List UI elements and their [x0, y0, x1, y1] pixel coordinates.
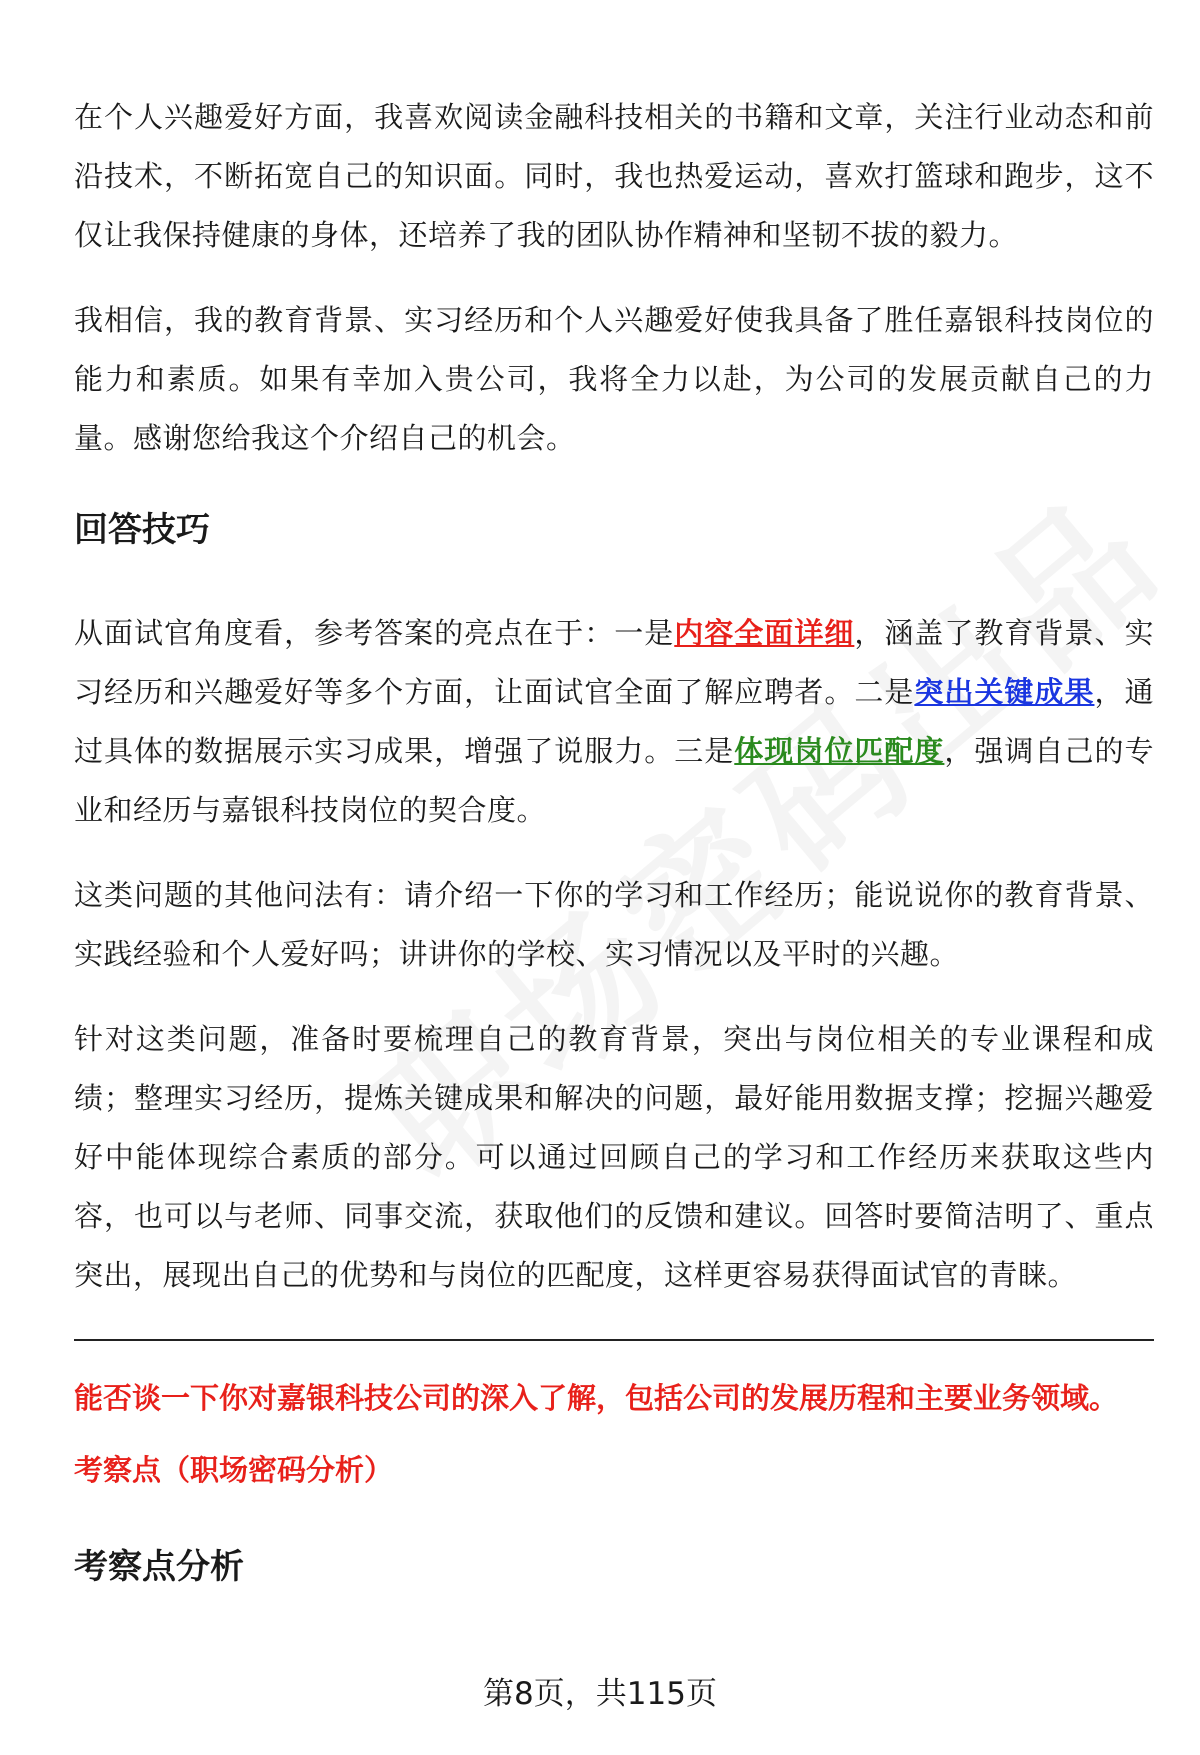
tips-text: 从面试官角度看，参考答案的亮点在于：一是: [74, 616, 675, 650]
page-content: [74, 88, 1154, 1597]
page-number: 第8页，共115页: [483, 1676, 717, 1712]
paragraph-preparation: 针对这类问题，准备时要梳理自己的教育背景，突出与岗位相关的专业课程和成绩；整理实习经历，提炼关键成果和解决的问题，最好能用数据支撑；挖掘兴趣爱好中能体现综合素质的部分。可以通过回顾自己的学习和工作经历来获取这些内容，也可以与老师、同事交流，获取他们的反馈和建议。回答时要简洁明了、重点突出，展现出自己的优势和与岗位的匹配度，这样更容易获得面试官的青睐。: [74, 1022, 1154, 1292]
assessment-point-label: 考察点（职场密码分析）: [74, 1453, 394, 1487]
section-heading-answer-tips: 回答技巧: [74, 510, 210, 550]
next-question: 能否谈一下你对嘉银科技公司的深入了解，包括公司的发展历程和主要业务领域。: [74, 1381, 1119, 1415]
tips-text: ，强调自己的专业和经历与嘉银科技岗位的契合度。: [74, 734, 1154, 827]
highlight-job-fit: 体现岗位匹配度: [734, 734, 945, 768]
paragraph-hobbies: 在个人兴趣爱好方面，我喜欢阅读金融科技相关的书籍和文章，关注行业动态和前沿技术，不断拓宽自己的知识面。同时，我也热爱运动，喜欢打篮球和跑步，这不仅让我保持健康的身体，还培养了我的团队协作精神和坚韧不拔的毅力。: [74, 100, 1154, 252]
paragraph-conclusion: 我相信，我的教育背景、实习经历和个人兴趣爱好使我具备了胜任嘉银科技岗位的能力和素质。如果有幸加入贵公司，我将全力以赴，为公司的发展贡献自己的力量。感谢您给我这个介绍自己的机会。: [74, 303, 1154, 455]
paragraph-other-phrasings: 这类问题的其他问法有：请介绍一下你的学习和工作经历；能说说你的教育背景、实践经验和个人爱好吗；讲讲你的学校、实习情况以及平时的兴趣。: [74, 878, 1154, 971]
paragraph-tips-highlights: [74, 604, 1154, 840]
highlight-comprehensive: 内容全面详细: [674, 616, 855, 650]
divider: [74, 1339, 1154, 1341]
highlight-key-results: 突出关键成果: [914, 675, 1095, 709]
tips-text: ，通过具体的数据展示实习成果，增强了说服力。三是: [74, 675, 1154, 768]
tips-text: ，涵盖了教育背景、实习经历和兴趣爱好等多个方面，让面试官全面了解应聘者。二是: [74, 616, 1154, 709]
section-heading-analysis: 考察点分析: [74, 1547, 244, 1587]
